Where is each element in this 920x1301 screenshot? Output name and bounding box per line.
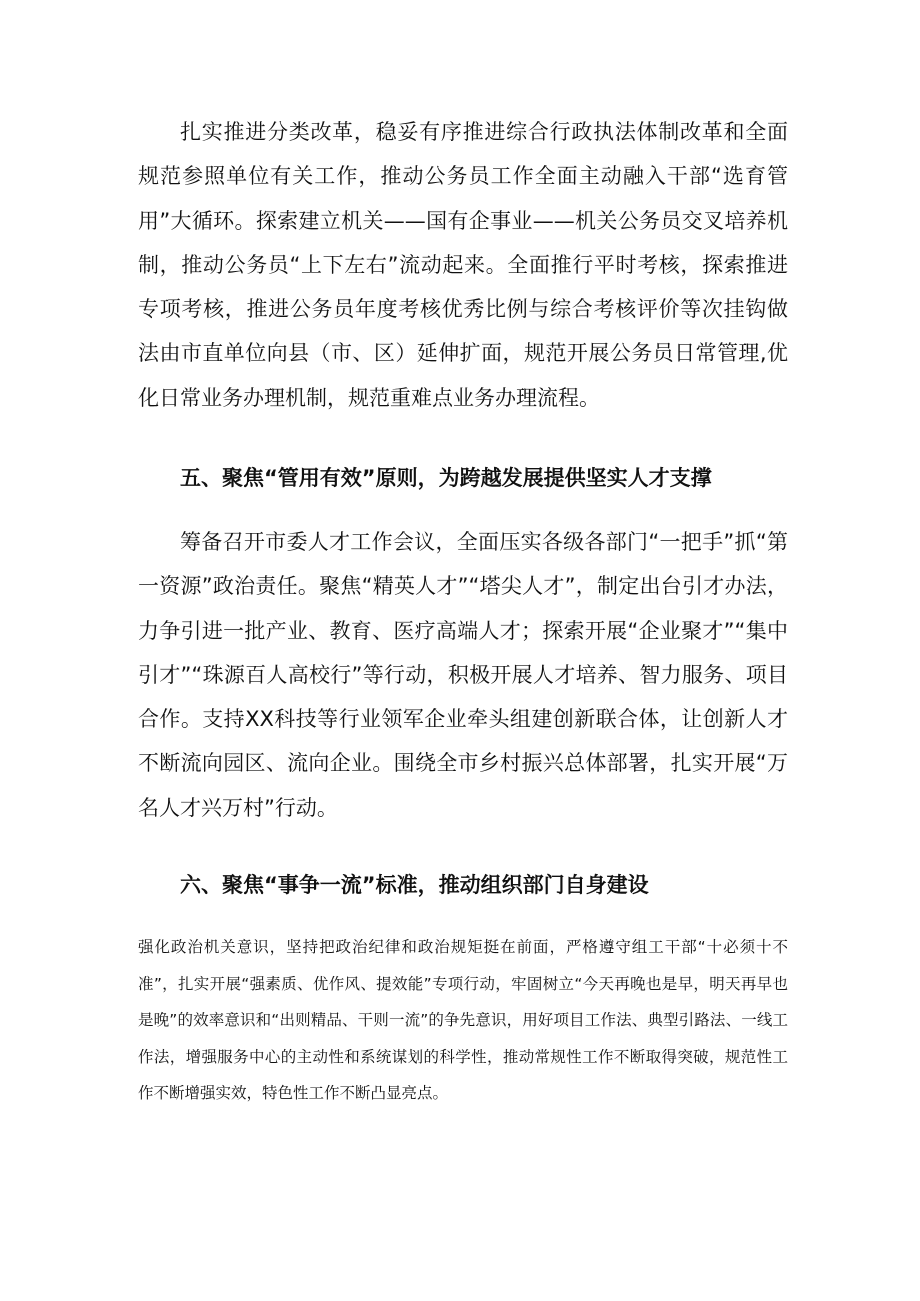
paragraph-self-construction: 强化政治机关意识，坚持把政治纪律和政治规矩挺在前面，严格遵守组工干部“十必须十不准”，扎实开展“强素质、优作风、提效能”专项行动，牢固树立“今天再晚也是早，明天再早也是晚”的效率意识和“出则精品、干则一流”的争先意识，用好项目工作法、典型引路法、一线工作法，增强服务中心的主动性和系统谋划的科学性，推动常规性工作不断取得突破，规范性工作不断增强实效，特色性工作不断凸显亮点。	[138, 938, 788, 1103]
section-heading-5: 五、聚焦“管用有效”原则，为跨越发展提供坚实人才支撑	[180, 466, 712, 490]
paragraph-classification-reform: 扎实推进分类改革，稳妥有序推进综合行政执法体制改革和全面规范参照单位有关工作，推动公务员工作全面主动融入干部“选育管用”大循环。探索建立机关——国有企事业——机关公务员交叉培养机制，推动公务员“上下左右”流动起来。全面推行平时考核，探索推进专项考核，推进公务员年度考核优秀比例与综合考核评价等次挂钩做法由市直单位向县（市、区）延伸扩面，规范开展公务员日常管理,优化日常业务办理机制，规范重难点业务办理流程。	[138, 120, 788, 410]
paragraph-talent-support: 筹备召开市委人才工作会议，全面压实各级各部门“一把手”抓“第一资源”政治责任。聚焦“精英人才”“塔尖人才”，制定出台引才办法，力争引进一批产业、教育、医疗高端人才；探索开展“企业聚才”“集中引才”“珠源百人高校行”等行动，积极开展人才培养、智力服务、项目合作。支持XX科技等行业领军企业牵头组建创新联合体，让创新人才不断流向园区、流向企业。围绕全市乡村振兴总体部署，扎实开展“万名人才兴万村”行动。	[138, 530, 788, 820]
section-heading-6: 六、聚焦“事争一流”标准，推动组织部门自身建设	[180, 873, 649, 897]
